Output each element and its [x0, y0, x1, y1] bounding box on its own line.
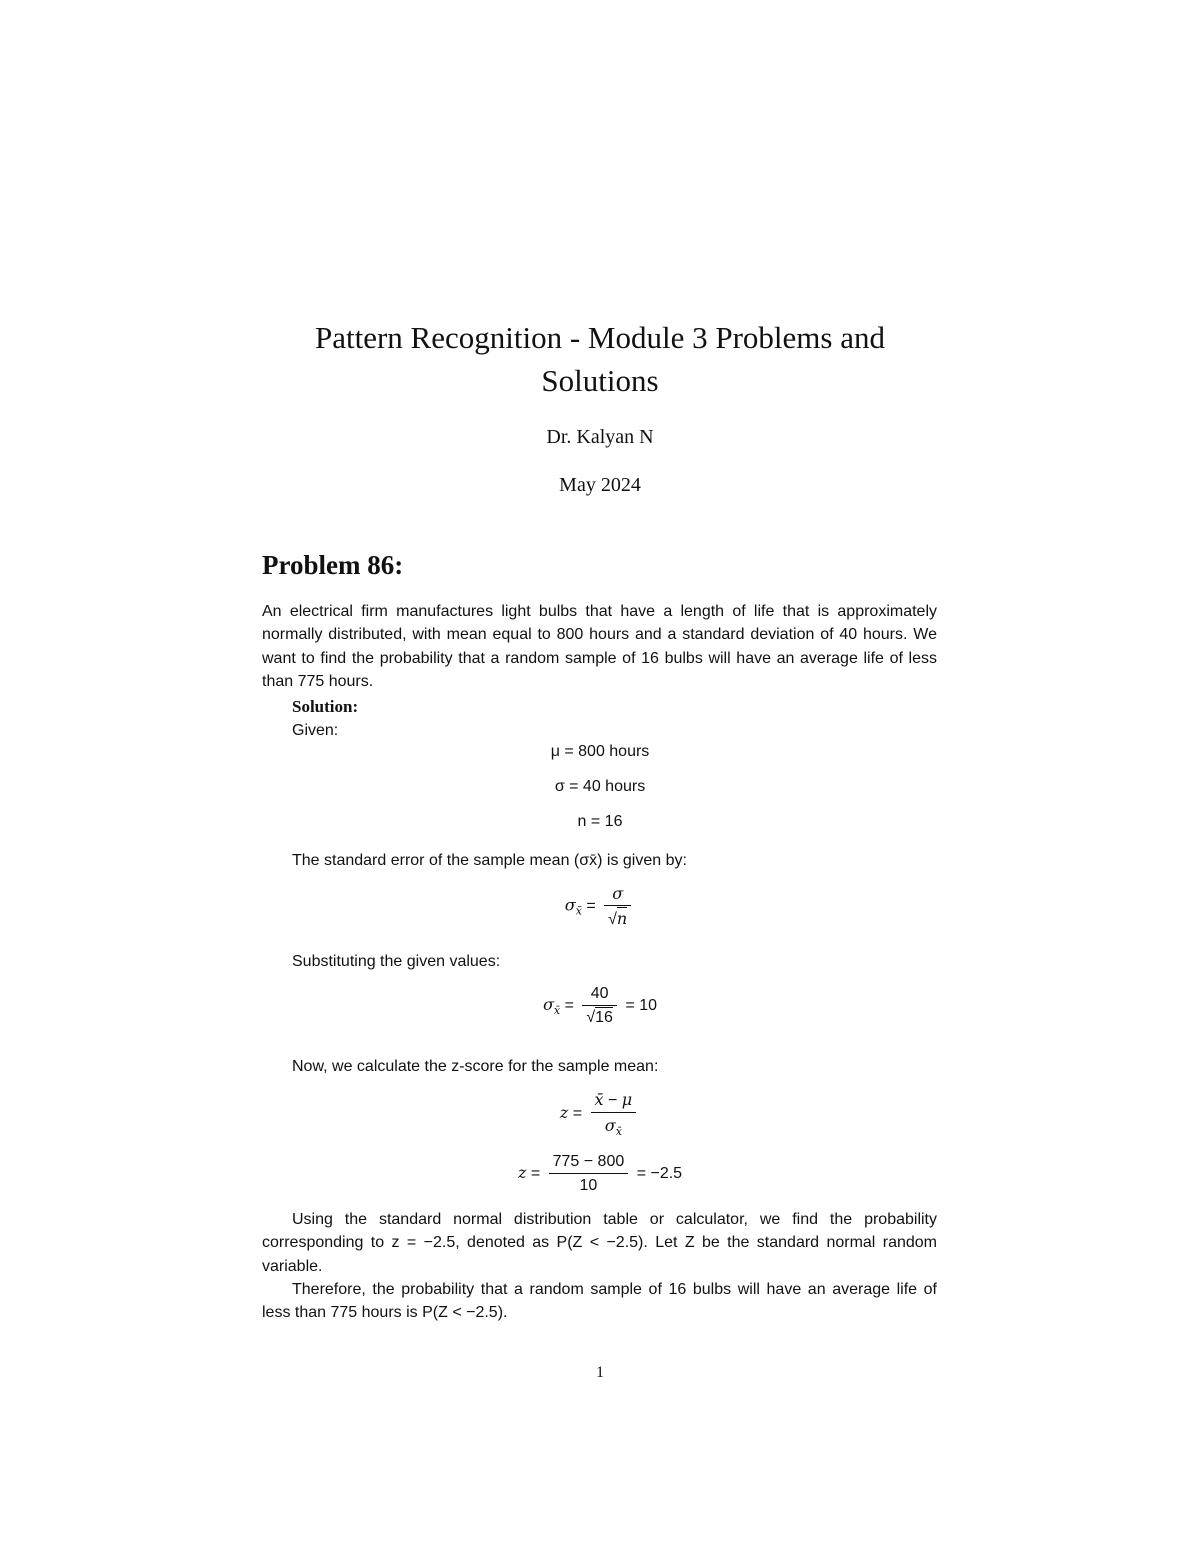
- zscore-intro: Now, we calculate the z-score for the sample mean:: [292, 1058, 659, 1075]
- conclusion-paragraph-1: Using the standard normal distribution table or calculator, we find the probability corresponding to z = −2.5, denoted as P(Z < −2.5). Let Z be the standard normal random variable.: [262, 1211, 937, 1275]
- zscore-values-result: = −2.5: [636, 1165, 683, 1183]
- given-n: n = 16: [577, 813, 623, 830]
- zscore-formula-fraction: $\frac{x̄ - \mu}{\sigma_{x̄}}$: [591, 1090, 637, 1138]
- se-values-denominator: 16: [595, 1009, 613, 1026]
- standard-error-intro: The standard error of the sample mean (σx̄) is given by:: [292, 852, 687, 869]
- given-label: Given:: [292, 722, 339, 739]
- document-author: Dr. Kalyan N: [546, 426, 654, 448]
- zscore-values-numerator: 775 − 800: [549, 1153, 629, 1174]
- substituting-label: Substituting the given values:: [292, 953, 501, 970]
- problem-heading: Problem 86:: [262, 550, 404, 580]
- given-mu: μ = 800 hours: [550, 743, 650, 760]
- standard-error-formula: $\sigma_{x̄}$ = $\frac{\sigma}{√n}$: [0, 884, 1200, 929]
- problem-statement: An electrical firm manufactures light bulbs that have a length of life that is approximately normally distributed, with mean equal to 800 hours and a standard deviation of 40 hours. We want to find the probability that a random sample of 16 bulbs will have an average life of less than 775 hours.: [262, 603, 937, 690]
- given-sigma: σ = 40 hours: [554, 778, 646, 795]
- se-values-result: = 10: [625, 997, 657, 1015]
- zscore-values-fraction: [549, 1153, 629, 1195]
- document-date: May 2024: [559, 474, 641, 496]
- conclusion-paragraph-2: Therefore, the probability that a random sample of 16 bulbs will have an average life of less than 775 hours is P(Z < −2.5).: [262, 1281, 937, 1322]
- zscore-values: z = $\frac{775 - 800}{10}$ = −2.5: [517, 1153, 683, 1194]
- zscore-values-denominator: 10: [579, 1177, 598, 1194]
- standard-error-values: $\sigma_{x̄}$ = $\frac{40}{√16}$ = 10: [543, 985, 657, 1026]
- se-values-fraction: $\frac{40}{√16}$: [582, 985, 617, 1027]
- document-title: Pattern Recognition - Module 3 Problems and Solutions: [315, 320, 885, 398]
- se-values-numerator: 40: [582, 985, 617, 1006]
- zscore-formula: z = $\frac{x̄ - \mu}{\sigma_{x̄}}$: [0, 1090, 1200, 1138]
- page-number: 1: [596, 1364, 604, 1381]
- solution-label: Solution:: [292, 697, 359, 716]
- se-formula-fraction: $\frac{\sigma}{√n}$: [604, 884, 631, 929]
